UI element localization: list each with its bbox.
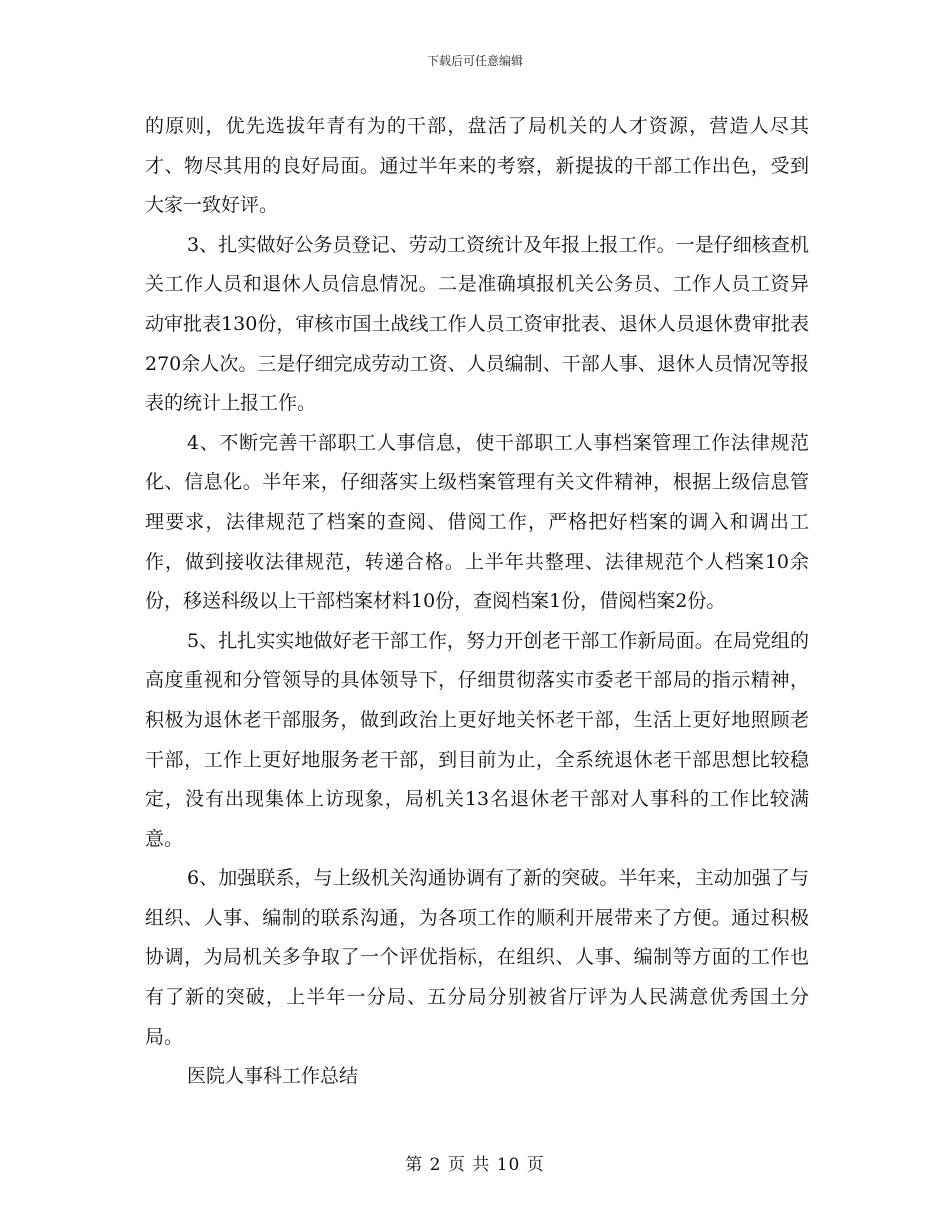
page-header: 下载后可任意编辑 bbox=[426, 54, 523, 68]
paragraph-item-5: 5、扎扎实实地做好老干部工作，努力开创老干部工作新局面。在局党组的高度重视和分管领导的具体领导下，仔细贯彻落实市委老干部局的指示精神，积极为退休老干部服务，做到政治上更好地关怀老干部，生活上更好地照顾老干部，工作上更好地服务老干部，到目前为止，全系统退休老干部思想比较稳定，没有出现集体上访现象，局机关13名退休老干部对人事科的工作比较满意。 bbox=[145, 629, 809, 850]
page-number-footer: 第 2 页 共 10 页 bbox=[405, 1155, 545, 1175]
paragraph-item-3: 3、扎实做好公务员登记、劳动工资统计及年报上报工作。一是仔细核查机关工作人员和退休人员信息情况。二是准确填报机关公务员、工作人员工资异动审批表130份，审核市国土战线工作人员工资审批表、退休人员退休费审批表270余人次。三是仔细完成劳动工资、人员编制、干部人事、退休人员情况等报表的统计上报工作。 bbox=[145, 233, 809, 415]
section-title: 医院人事科工作总结 bbox=[187, 1065, 359, 1088]
document-body bbox=[145, 107, 809, 1097]
paragraph-item-6: 6、加强联系，与上级机关沟通协调有了新的突破。半年来，主动加强了与组织、人事、编制的联系沟通，为各项工作的顺利开展带来了方便。通过积极协调，为局机关多争取了一个评优指标，在组织、人事、编制等方面的工作也有了新的突破，上半年一分局、五分局分别被省厅评为人民满意优秀国土分局。 bbox=[145, 867, 809, 1048]
paragraph-item-4: 4、不断完善干部职工人事信息，使干部职工人事档案管理工作法律规范化、信息化。半年来，仔细落实上级档案管理有关文件精神，根据上级信息管理要求，法律规范了档案的查阅、借阅工作，严格把好档案的调入和调出工作，做到接收法律规范，转递合格。上半年共整理、法律规范个人档案10余份，移送科级以上干部档案材料10份，查阅档案1份，借阅档案2份。 bbox=[145, 431, 809, 613]
paragraph-continuation: 的原则，优先选拔年青有为的干部，盘活了局机关的人才资源，营造人尽其才、物尽其用的良好局面。通过半年来的考察，新提拔的干部工作出色，受到大家一致好评。 bbox=[145, 115, 809, 217]
